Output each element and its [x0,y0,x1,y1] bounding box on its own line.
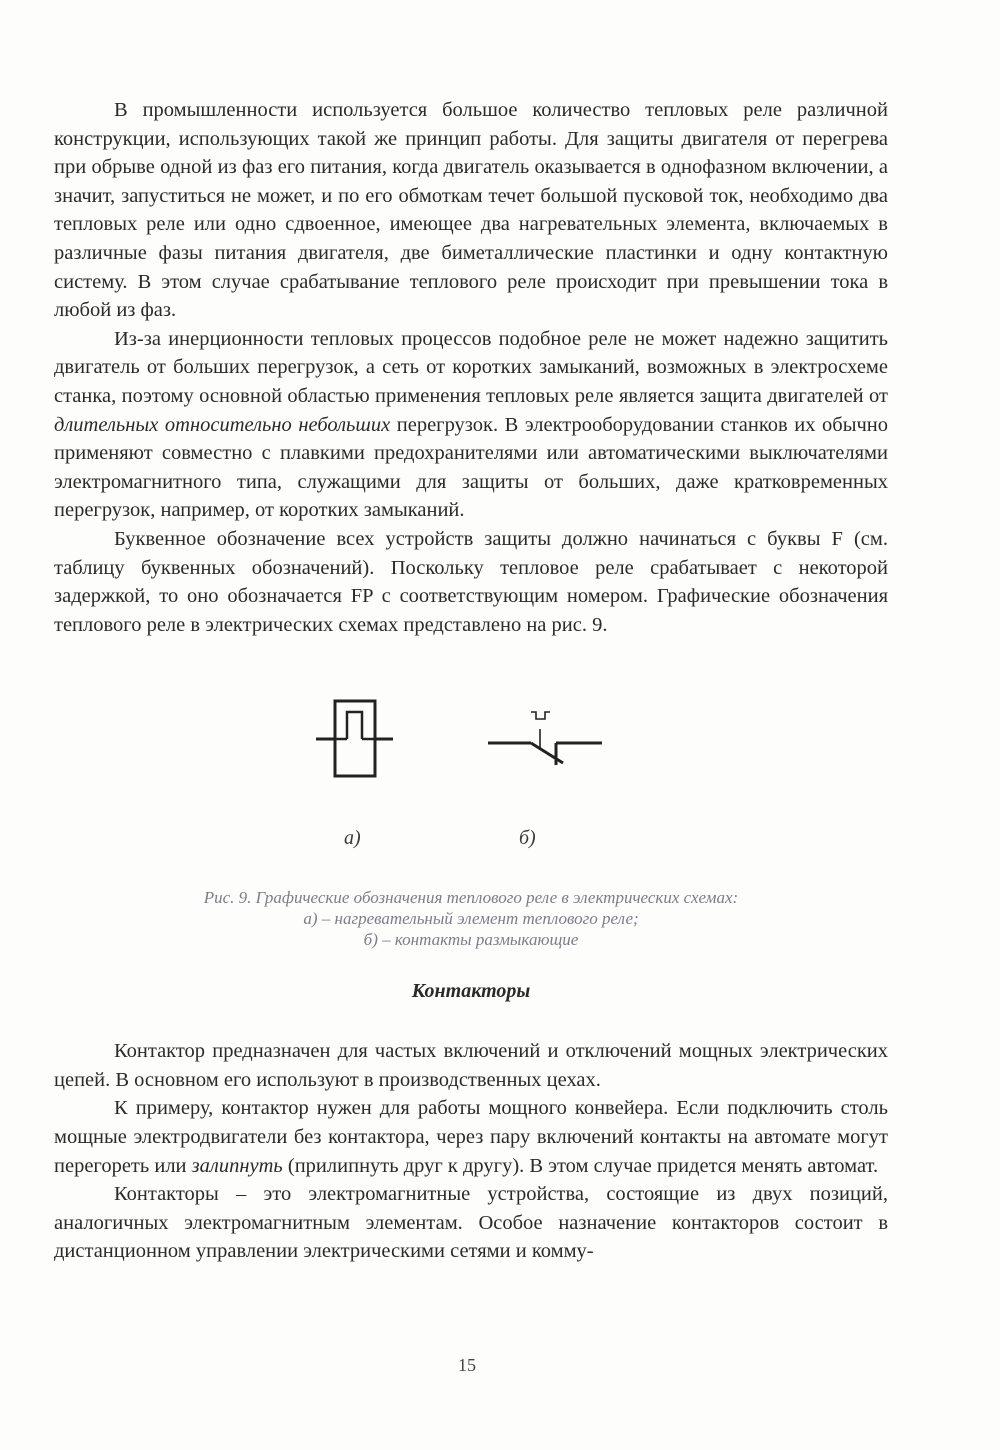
paragraph-thermal-relays-intro: В промышленности используется большое количество тепловых реле различной конструкции, использующих такой же принцип работы. Для защиты двигателя от перегрева при обрыве одной из фаз его питания, когда двигатель оказывается в однофазном включении, а значит, запуститься не может, и по его обмоткам течет большой пусковой ток, необходимо два тепловых реле или одно сдвоенное, имеющее два нагревательных элемента, включаемых в различные фазы питания двигателя, две биметаллические пластинки и одну контактную систему. В этом случае срабатывание теплового реле происходит при превышении тока в любой из фаз. [54,99,888,322]
paragraph-inertia-part2: перегрузок. В электрооборудовании станков их обычно применяют совместно с плавкими предохранителями или автоматическими выключателями электромагнитного типа, служащими для защиты от больших, даже кратковременных перегрузок, например, от коротких замыканий. [54,413,888,522]
contact-moving-blade [531,743,563,763]
paragraph-inertia [54,325,888,525]
caption-line-b: б) – контакты размыкающие [363,930,579,950]
figure-label-a: а) [344,827,361,850]
paragraph-inertia-part1: Из-за инерционности тепловых процессов подобное реле не может надежно защитить двигатель от больших перегрузок, а сеть от коротких замыканий, возможных в электросхеме станка, поэтому основной областью применения тепловых реле является защита двигателей от [54,327,888,407]
paragraph-contactor-purpose: Контактор предназначен для частых включений и отключений мощных электрических цепей. В основном его используют в производственных цехах. [54,1040,888,1091]
figure-9-drawing [54,649,888,881]
page-content [54,96,888,1266]
paragraph-contactor-example-part1: К примеру, контактор нужен для работы мощного конвейера. Если подключить столь мощные электродвигатели без контактора, через пару включений контакты на автомате могут перегореть или [54,1097,888,1177]
figure-label-b: б) [519,827,536,850]
paragraph-contactor-definition: Контакторы – это электромагнитные устройства, состоящие из двух позиций, аналогичных электромагнитным элементам. Особое назначение контакторов состоит в дистанционном управлении электрическими сетями и комму- [54,1183,888,1263]
paragraph-contactor-example-emphasis: залипнуть [191,1154,283,1177]
section-title: Контакторы [411,980,531,1003]
paragraph-contactor-example [54,1094,888,1180]
paragraph-letter-designation: Буквенное обозначение всех устройств защиты должно начинаться с буквы F (см. таблицу буквенных обозначений). Поскольку тепловое реле срабатывает с некоторой задержкой, то оно обозначается FP с соответствующим номером. Графические обозначения теплового реле в электрических схемах представлено на рис. 9. [54,527,888,636]
paragraph-contactor-example-part2: (прилипнуть друг к другу). В этом случае придется менять автомат. [282,1154,879,1177]
page-number-container [0,1355,1000,1376]
heating-element-inner-loop [347,712,362,739]
figure-9 [54,649,888,881]
caption-line-title: Рис. 9. Графические обозначения теплового реле в электрических схемах: [203,888,739,908]
heating-element-symbol [316,701,393,776]
page-number: 15 [458,1355,476,1375]
caption-line-a: а) – нагревательный элемент теплового реле; [303,909,639,929]
paragraph-inertia-emphasis: длительных относительно небольших [54,413,391,436]
break-contact-symbol [488,712,602,765]
figure-caption [54,887,888,950]
thermal-actuator-mark [531,712,550,719]
